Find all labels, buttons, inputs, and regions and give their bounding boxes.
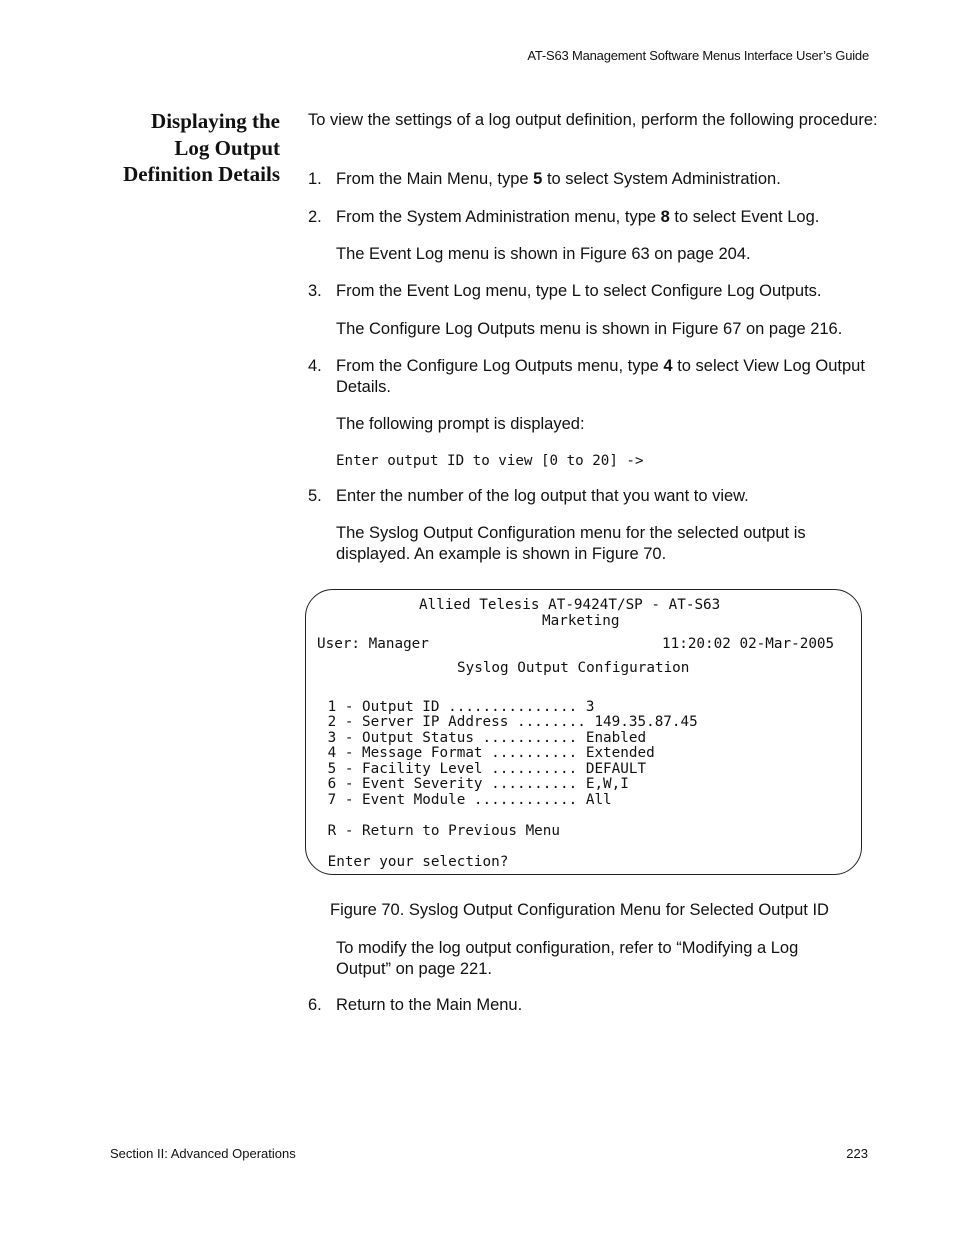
menu-item: 1 - Output ID ............... 3 <box>319 699 595 715</box>
section-title-line: Log Output <box>174 135 280 160</box>
step-text: to select Event Log. <box>669 208 820 226</box>
terminal-screen <box>305 589 862 875</box>
return-option: R - Return to Previous Menu <box>319 823 561 839</box>
step-note: The following prompt is displayed: <box>336 415 585 433</box>
menu-item: 4 - Message Format .......... Extended <box>319 745 655 761</box>
step-note: The Event Log menu is shown in Figure 63 on page 204. <box>336 245 751 263</box>
step-number: 6. <box>308 996 322 1014</box>
terminal-screen-title: Syslog Output Configuration <box>457 660 690 676</box>
footer-section: Section II: Advanced Operations <box>110 1146 296 1161</box>
step-note: The Syslog Output Configuration menu for the selected output is displayed. An example is shown in Figure 70. <box>336 524 806 563</box>
selection-prompt: Enter your selection? <box>319 854 509 870</box>
step-text: From the Configure Log Outputs menu, type <box>336 357 664 375</box>
step-number: 3. <box>308 282 322 300</box>
section-title-line: Definition Details <box>123 162 280 186</box>
step-key: 8 <box>660 208 670 226</box>
intro-paragraph: To view the settings of a log output definition, perform the following procedure: <box>308 111 878 129</box>
page-number: 223 <box>846 1146 868 1161</box>
terminal-subtitle: Marketing <box>542 613 620 629</box>
step-note: The Configure Log Outputs menu is shown in Figure 67 on page 216. <box>336 320 843 338</box>
step-text: From the System Administration menu, type <box>336 208 661 226</box>
menu-item: 6 - Event Severity .......... E,W,I <box>319 776 629 792</box>
section-title-line: Displaying the <box>151 109 280 133</box>
prompt-code: Enter output ID to view [0 to 20] -> <box>336 453 644 469</box>
section-title <box>80 108 280 188</box>
terminal-user: User: Manager <box>317 636 429 652</box>
step-6 <box>308 996 523 1015</box>
step-text: Return to the Main Menu. <box>336 996 523 1014</box>
step-number: 2. <box>308 208 322 226</box>
step-text: Enter the number of the log output that you want to view. <box>336 487 749 505</box>
terminal-datetime: 11:20:02 02-Mar-2005 <box>662 636 835 652</box>
step-number: 5. <box>308 487 322 505</box>
menu-item: 5 - Facility Level .......... DEFAULT <box>319 761 647 777</box>
step-key: 5 <box>533 170 543 188</box>
step-text: to select System Administration. <box>542 170 781 188</box>
after-note: To modify the log output configuration, refer to “Modifying a Log Output” on page 221. <box>336 939 799 978</box>
terminal-title: Allied Telesis AT-9424T/SP - AT-S63 <box>419 597 721 613</box>
figure-caption: Figure 70. Syslog Output Configuration Menu for Selected Output ID <box>330 901 829 919</box>
running-header: AT-S63 Management Software Menus Interface User’s Guide <box>527 48 869 63</box>
step-text: From the Main Menu, type <box>336 170 534 188</box>
menu-item: 2 - Server IP Address ........ 149.35.87.45 <box>319 714 698 730</box>
step-key: 4 <box>663 357 673 375</box>
step-text: From the Event Log menu, type L to select Configure Log Outputs. <box>336 282 822 300</box>
menu-item: 7 - Event Module ............ All <box>319 792 612 808</box>
step-text: to select View Log Output Details. <box>336 357 865 396</box>
menu-item: 3 - Output Status ........... Enabled <box>319 730 647 746</box>
step-number: 4. <box>308 357 322 375</box>
step-number: 1. <box>308 170 322 188</box>
